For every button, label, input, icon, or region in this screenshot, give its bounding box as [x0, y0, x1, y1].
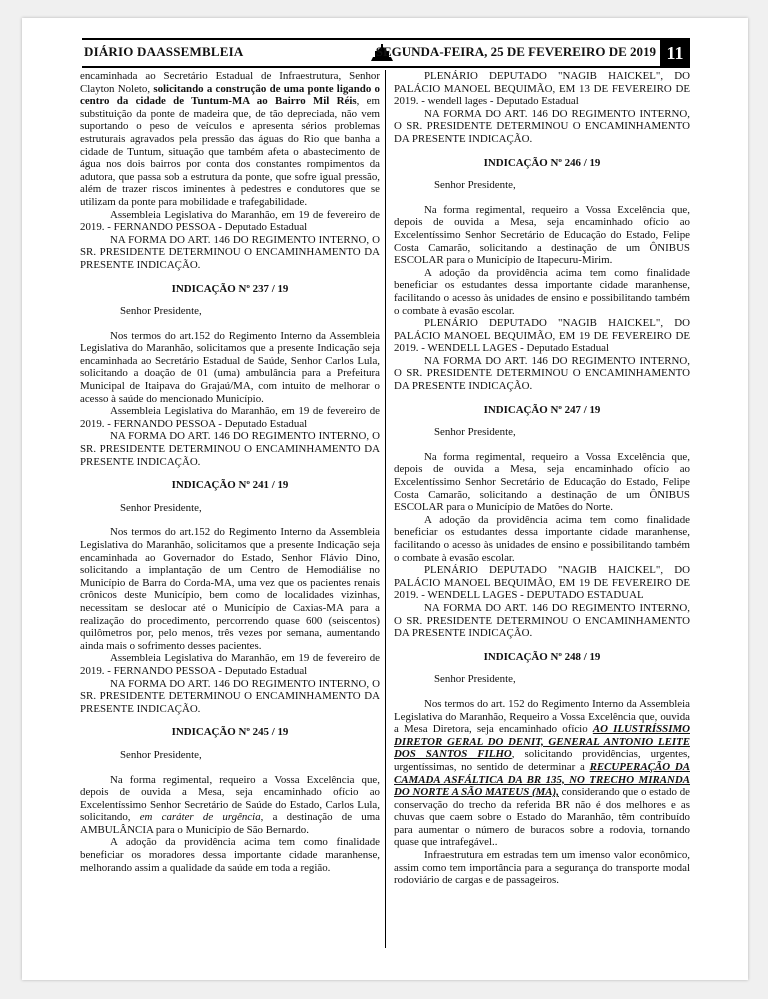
- indicacao-237-salute: Senhor Presidente,: [120, 305, 202, 318]
- indicacao-245-body-a: Na forma regimental, requeiro a Vossa Excelência que, depois de ouvida a Mesa, seja encaminhado ofício ao Excelentíssimo Senhor Secretário de Saúde do Estado, Carlos Lula, solicitando,: [80, 773, 380, 824]
- indicacao-248-body: [394, 698, 690, 849]
- intro-note: NA FORMA DO ART. 146 DO REGIMENTO INTERNO, O SR. PRESIDENTE DETERMINOU O ENCAMINHAMENTO DA PRESENTE INDICAÇÃO.: [80, 233, 380, 271]
- intro-paragraph: [80, 70, 380, 209]
- indicacao-237-title: INDICAÇÃO Nº 237 / 19: [171, 282, 289, 295]
- page-header: [82, 38, 690, 68]
- indicacao-241-salute: Senhor Presidente,: [120, 501, 202, 514]
- indicacao-245-title: INDICAÇÃO Nº 245 / 19: [171, 726, 289, 739]
- indicacao-245-body-b: , a destinação de uma AMBULÂNCIA para o Município de São Bernardo.: [80, 811, 381, 836]
- indicacao-248-salute: Senhor Presidente,: [434, 673, 516, 686]
- column-divider: [385, 70, 386, 948]
- indicacao-247-signature: PLENÁRIO DEPUTADO "NAGIB HAICKEL", DO PALÁCIO MANOEL BEQUIMÃO, EM 19 DE FEVEREIRO DE 2019. - WENDELL LAGES - DEPUTADO ESTADUAL: [394, 564, 690, 602]
- indicacao-245-urgency: em caráter de urgência: [139, 811, 261, 824]
- indicacao-248-request: RECUPERAÇÃO DA CAMADA ASFÁLTICA DA BR 135, NO TRECHO MIRANDA DO NORTE A SÃO MATEUS (MA),: [394, 760, 690, 799]
- left-column: [80, 70, 380, 874]
- indicacao-246-signature: PLENÁRIO DEPUTADO "NAGIB HAICKEL", DO PALÁCIO MANOEL BEQUIMÃO, EM 19 DE FEVEREIRO DE 2019. - WENDELL LAGES - Deputado Estadual: [394, 317, 690, 355]
- top-note: NA FORMA DO ART. 146 DO REGIMENTO INTERNO, O SR. PRESIDENTE DETERMINOU O ENCAMINHAMENTO DA PRESENTE INDICAÇÃO.: [394, 107, 690, 145]
- issue-date: SEGUNDA-FEIRA, 25 DE FEVEREIRO DE 2019: [375, 44, 656, 59]
- indicacao-241-body: Nos termos do art.152 do Regimento Interno da Assembleia Legislativa do Maranhão, solicitamos que a presente Indicação seja encaminhada ao Governador do Estado, Senhor Flávio Dino, solicitando a implantação de um Centro de Hemodiálise no Município de Barra do Corda-MA, uma vez que os pacientes renais crônicos deste Município, bem como de localidades vizinhas, necessitam se deslocar até o Município de Caxias-MA para a realização do procedimento, percorrendo quase 600 (seiscentos) quilômetros por, pelo menos, três vezes por semana, aumentando ainda mais o sofrimento desses pacientes.: [80, 526, 380, 652]
- indicacao-245-body2: A adoção da providência acima tem como finalidade beneficiar os moradores dessa importante cidade maranhense, melhorando assim a qualidade da saúde em toda a região.: [80, 836, 380, 874]
- indicacao-241-signature: Assembleia Legislativa do Maranhão, em 19 de fevereiro de 2019. - FERNANDO PESSOA - Deputado Estadual: [80, 652, 380, 677]
- indicacao-245-body: [80, 774, 380, 837]
- indicacao-246-body: Na forma regimental, requeiro a Vossa Excelência que, depois de ouvida a Mesa, seja encaminhado ofício ao Excelentíssimo Senhor Secretário de Educação do Estado, Felipe Costa Camarão, solicitando a destinação de um ÔNIBUS ESCOLAR para o Município de Itapecuru-Mirim.: [394, 203, 690, 267]
- right-column: [394, 70, 690, 887]
- indicacao-248-body-a: Nos termos do art. 152 do Regimento Interno da Assembleia Legislativa do Maranhão, Requeiro a Vossa Excelência que, ouvida a Mesa Diretora, seja encaminhado ofício: [394, 697, 690, 736]
- indicacao-248-body-b: , solicitando providências, urgentes, urgentíssimas, no sentido de determinar a: [394, 748, 690, 773]
- intro-text-a: encaminhada ao Secretário Estadual de Infraestrutura, Senhor Clayton Noleto,: [80, 70, 380, 95]
- indicacao-247-body: Na forma regimental, requeiro a Vossa Excelência que, depois de ouvida a Mesa, seja encaminhado ofício ao Excelentíssimo Senhor Secretário de Educação do Estado, Felipe Costa Camarão, solicitando a destinação de um ÔNIBUS ESCOLAR para o Município de Matões do Norte.: [394, 450, 690, 514]
- intro-text-b: , em substituição da ponte de madeira que, de tão depreciada, não vem suportando o peso de veículos e apresenta sérios problemas estruturais agravados pela pressão das águas do Rio que banha a cidade de Tuntum, situação que também afeta o abastecimento de água nos dois bairros por conta dos constantes rompimentos da adutora, que passa sob a estrutura da ponte, que sofre igual pressão, além de trazer riscos iminentes à pedestres e condutores que se utilizam da ponte para mobilidade e trafegabilidade.: [80, 95, 380, 208]
- indicacao-246-salute: Senhor Presidente,: [434, 179, 516, 192]
- indicacao-237-signature: Assembleia Legislativa do Maranhão, em 19 de fevereiro de 2019. - FERNANDO PESSOA - Deputado Estadual: [80, 405, 380, 430]
- indicacao-245-salute: Senhor Presidente,: [120, 748, 202, 761]
- indicacao-247-salute: Senhor Presidente,: [434, 426, 516, 439]
- indicacao-237-body: Nos termos do art.152 do Regimento Interno da Assembleia Legislativa do Maranhão, solicitamos que a presente Indicação seja encaminhada ao Secretário Estadual de Saúde, Senhor Carlos Lula, solicitando a doação de 01 (uma) ambulância para a Prefeitura Municipal de Itaipava do Grajaú/MA, com intuito de melhorar o acesso à saúde do mencionado Município.: [80, 329, 380, 405]
- indicacao-248-body2: Infraestrutura em estradas tem um imenso valor econômico, assim como tem importância para a segurança do transporte modal rodoviário de cargas e de passageiros.: [394, 849, 690, 887]
- indicacao-241-note: NA FORMA DO ART. 146 DO REGIMENTO INTERNO, O SR. PRESIDENTE DETERMINOU O ENCAMINHAMENTO DA PRESENTE INDICAÇÃO.: [80, 677, 380, 715]
- indicacao-247-body2: A adoção da providência acima tem como finalidade beneficiar os estudantes dessa importante cidade maranhense, facilitando o acesso às unidades de ensino e possibilitando também o combate à evasão escolar.: [394, 513, 690, 564]
- top-signature: PLENÁRIO DEPUTADO "NAGIB HAICKEL", DO PALÁCIO MANOEL BEQUIMÃO, EM 13 DE FEVEREIRO DE 2019. - wendell lages - Deputado Estadual: [394, 70, 690, 108]
- intro-text-bold: solicitando a construção de uma ponte ligando o centro da cidade de Tuntum-MA ao Bairro Mil Réis: [80, 82, 380, 108]
- indicacao-247-note: NA FORMA DO ART. 146 DO REGIMENTO INTERNO, O SR. PRESIDENTE DETERMINOU O ENCAMINHAMENTO DA PRESENTE INDICAÇÃO.: [394, 601, 690, 640]
- indicacao-237-note: NA FORMA DO ART. 146 DO REGIMENTO INTERNO, O SR. PRESIDENTE DETERMINOU O ENCAMINHAMENTO DA PRESENTE INDICAÇÃO.: [80, 430, 380, 468]
- indicacao-248-body-c: considerando que o estado de conservação do trecho da referida BR não é dos melhores e as chuvas que caem sobre o Estado do Maranhão, têm contribuído para aumentar o número de buracos sobre a rodovia, tornando quase que intrafegável..: [394, 786, 690, 849]
- intro-signature: Assembleia Legislativa do Maranhão, em 19 de fevereiro de 2019. - FERNANDO PESSOA - Deputado Estadual: [80, 208, 380, 234]
- indicacao-248-title: INDICAÇÃO Nº 248 / 19: [483, 650, 601, 663]
- journal-title: DIÁRIO DAASSEMBLEIA: [84, 44, 244, 59]
- indicacao-247-title: INDICAÇÃO Nº 247 / 19: [483, 403, 601, 416]
- indicacao-246-note: NA FORMA DO ART. 146 DO REGIMENTO INTERNO, O SR. PRESIDENTE DETERMINOU O ENCAMINHAMENTO DA PRESENTE INDICAÇÃO.: [394, 354, 690, 393]
- indicacao-246-body2: A adoção da providência acima tem como finalidade beneficiar os estudantes dessa importante cidade maranhense, facilitando o acesso às unidades de ensino e possibilitando também o combate à evasão escolar.: [394, 266, 690, 317]
- page-number: 11: [660, 40, 690, 66]
- document-page: [22, 18, 748, 980]
- indicacao-246-title: INDICAÇÃO Nº 246 / 19: [483, 156, 601, 169]
- indicacao-248-recipient: AO ILUSTRÍSSIMO DIRETOR GERAL DO DENIT, GENERAL ANTONIO LEITE DOS SANTOS FILHO: [394, 723, 690, 761]
- indicacao-241-title: INDICAÇÃO Nº 241 / 19: [171, 479, 289, 492]
